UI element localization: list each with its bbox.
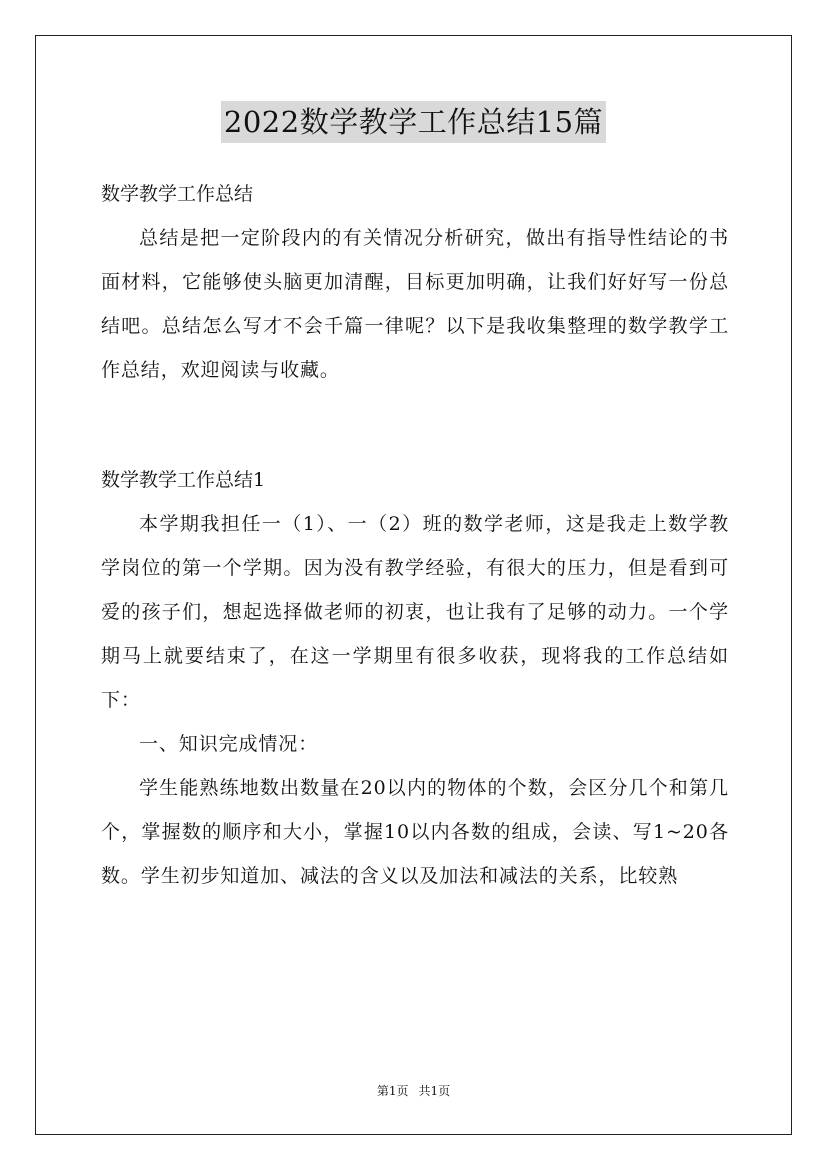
- document-body: [101, 172, 729, 898]
- intro-paragraph: 总结是把一定阶段内的有关情况分析研究，做出有指导性结论的书面材料，它能够使头脑更加清醒，目标更加明确，让我们好好写一份总结吧。总结怎么写才不会千篇一律呢？以下是我收集整理的数学教学工作总结，欢迎阅读与收藏。: [101, 227, 729, 381]
- title-block: [0, 101, 827, 143]
- document-title: 2022数学教学工作总结15篇: [221, 101, 606, 143]
- intro-heading: 数学教学工作总结: [101, 183, 254, 205]
- section-paragraph: 学生能熟练地数出数量在20以内的物体的个数，会区分几个和第几个，掌握数的顺序和大小，掌握10以内各数的组成，会读、写1~20各数。学生初步知道加、减法的含义以及加法和减法的关系，比较熟: [101, 777, 729, 887]
- page-number: 第1页: [376, 1084, 409, 1098]
- page-total: 共1页: [418, 1084, 451, 1098]
- section-paragraph: 本学期我担任一（1）、一（2）班的数学老师，这是我走上数学教学岗位的第一个学期。因为没有教学经验，有很大的压力，但是看到可爱的孩子们，想起选择做老师的初衷，也让我有了足够的动力。一个学期马上就要结束了，在这一学期里有很多收获，现将我的工作总结如下：: [101, 513, 729, 711]
- section-heading: 数学教学工作总结1: [101, 469, 266, 491]
- page-footer: [0, 1083, 827, 1099]
- subheading: 一、知识完成情况：: [139, 733, 319, 755]
- section-spacer: [101, 392, 729, 458]
